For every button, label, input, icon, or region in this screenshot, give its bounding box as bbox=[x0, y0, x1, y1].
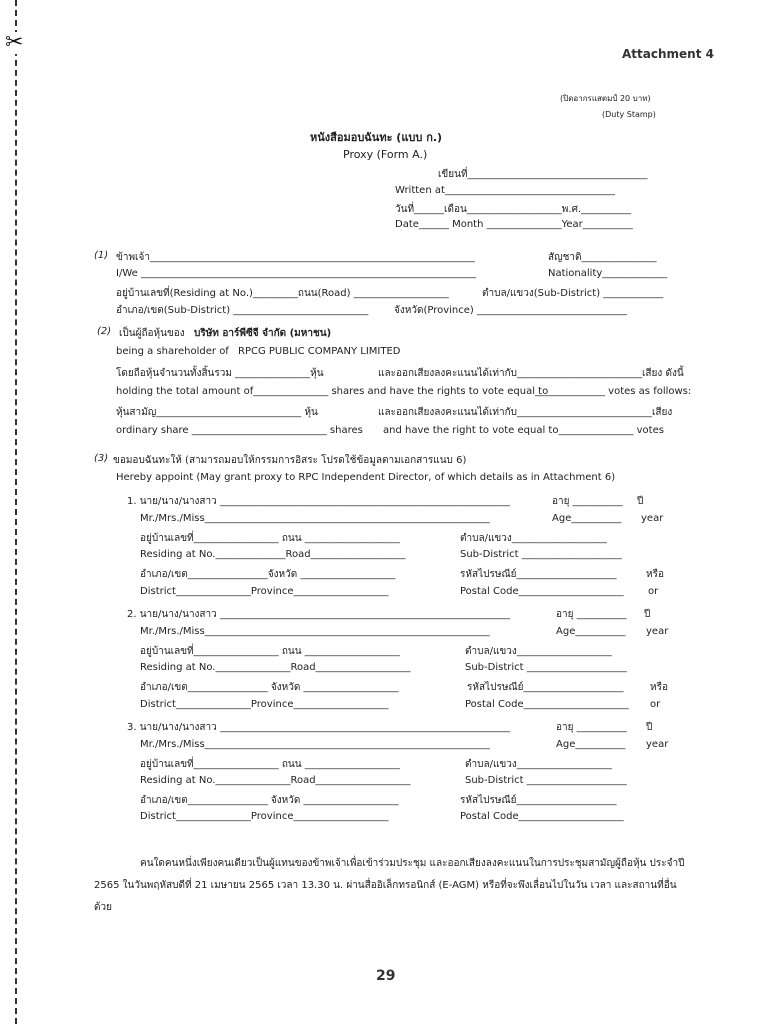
s1-name-en: I/We ___________________________________________________________________ bbox=[116, 268, 476, 279]
date-en: Date______ Month _______________Year__________ bbox=[395, 219, 633, 230]
proxy-2-or-en: or bbox=[650, 699, 661, 710]
s2-company-th: บริษัท อาร์พีซีจี จำกัด (มหาชน) bbox=[194, 328, 332, 339]
proxy-1-age-th: อายุ __________ bbox=[552, 496, 623, 507]
proxy-3-district-th: อำเภอ/เขต________________ จังหวัด ___________________ bbox=[140, 795, 399, 806]
proxy-1-subdistrict-th: ตำบล/แขวง___________________ bbox=[460, 533, 607, 544]
proxy-1-postal-en: Postal Code_____________________ bbox=[460, 586, 624, 597]
proxy-3-years-th: ปี bbox=[646, 722, 653, 733]
s1-province: จังหวัด(Province) ______________________________ bbox=[394, 305, 627, 316]
proxy-2-subdistrict-en: Sub-District ____________________ bbox=[465, 662, 627, 673]
s3-appoint-en: Hereby appoint (May grant proxy to RPC Independent Director, of which details as in Attachment 6) bbox=[116, 472, 616, 483]
closing-paragraph: คนใดคนหนึ่งเพียงคนเดียวเป็นผู้แทนของข้าพเจ้าเพื่อเข้าร่วมประชุม และออกเสียงลงคะแนนในการประชุมสามัญผู้ถือหุ้น ประจำปี 2565 ในวันพฤหัสบดีที่ 21 เมษายน 2565 เวลา 13.30 น. ผ่านสื่ออิเล็กทรอนิกส์ (E-AGM) หรือที่จะพึงเลื่อนไปในวัน เวลา และสถานที่อื่นด้วย bbox=[94, 858, 685, 913]
proxy-3-age-en: Age__________ bbox=[556, 739, 626, 750]
s2-total-shares-en: holding the total amount of_______________ shares and have the rights to vote equal to bbox=[116, 386, 549, 397]
proxy-3-subdistrict-en: Sub-District ____________________ bbox=[465, 775, 627, 786]
duty-stamp-th: (ปิดอากรแสตมป์ 20 บาท) bbox=[560, 94, 651, 103]
s2-ordinary-th: หุ้นสามัญ_____________________________ หุ้น bbox=[116, 407, 318, 418]
proxy-2-or-th: หรือ bbox=[650, 682, 668, 693]
proxy-1-or-th: หรือ bbox=[646, 569, 664, 580]
proxy-2-address-en: Residing at No._______________Road___________________ bbox=[140, 662, 411, 673]
s2-total-shares-th: โดยถือหุ้นจำนวนทั้งสิ้นรวม _______________หุ้น bbox=[116, 368, 324, 379]
scissors-icon: ✂ bbox=[5, 30, 24, 55]
section-1-number: (1) bbox=[94, 250, 109, 261]
proxy-2-district-en: District_______________Province___________________ bbox=[140, 699, 389, 710]
s3-appoint-th: ขอมอบฉันทะให้ (สามารถมอบให้กรรมการอิสระ โปรดใช้ข้อมูลตามเอกสารแนบ 6) bbox=[113, 455, 467, 466]
proxy-1-address-en: Residing at No.______________Road___________________ bbox=[140, 549, 406, 560]
s2-ordinary-votes-th: และออกเสียงลงคะแนนได้เท่ากับ___________________________เสียง bbox=[378, 407, 673, 418]
proxy-2-years-th: ปี bbox=[644, 609, 651, 620]
s1-nationality-en: Nationality_____________ bbox=[548, 268, 668, 279]
proxy-2-subdistrict-th: ตำบล/แขวง___________________ bbox=[465, 646, 612, 657]
proxy-2-name-en: Mr./Mrs./Miss_________________________________________________________ bbox=[140, 626, 490, 637]
page-number: 29 bbox=[376, 968, 396, 984]
s2-ordinary-votes-en: and have the right to vote equal to_______________ votes bbox=[383, 425, 664, 436]
s2-total-votes-th: และออกเสียงลงคะแนนได้เท่ากับ_________________________เสียง ดังนี้ bbox=[378, 368, 684, 379]
proxy-3-address-th: อยู่บ้านเลขที่_________________ ถนน ___________________ bbox=[140, 759, 400, 770]
proxy-3-name-th: 3. นาย/นาง/นางสาว __________________________________________________________ bbox=[127, 722, 510, 733]
proxy-2-age-en: Age__________ bbox=[556, 626, 626, 637]
form-title-th: หนังสือมอบฉันทะ (แบบ ก.) bbox=[310, 131, 443, 144]
form-title-en: Proxy (Form A.) bbox=[343, 148, 428, 161]
date-th: วันที่______เดือน___________________พ.ศ.__________ bbox=[395, 204, 632, 215]
cut-line bbox=[15, 0, 17, 1024]
proxy-2-age-th: อายุ __________ bbox=[556, 609, 627, 620]
proxy-1-postal-th: รหัสไปรษณีย์____________________ bbox=[460, 569, 617, 580]
proxy-2-district-th: อำเภอ/เขต________________ จังหวัด ___________________ bbox=[140, 682, 399, 693]
proxy-1-name-th: 1. นาย/นาง/นางสาว __________________________________________________________ bbox=[127, 496, 510, 507]
section-3-number: (3) bbox=[94, 453, 109, 464]
proxy-1-years-th: ปี bbox=[637, 496, 644, 507]
s1-name-th: ข้าพเจ้า_________________________________________________________________ bbox=[116, 252, 475, 263]
duty-stamp-en: (Duty Stamp) bbox=[602, 110, 656, 119]
proxy-2-postal-en: Postal Code_____________________ bbox=[465, 699, 629, 710]
proxy-1-subdistrict-en: Sub-District ____________________ bbox=[460, 549, 622, 560]
proxy-1-address-th: อยู่บ้านเลขที่_________________ ถนน ___________________ bbox=[140, 533, 400, 544]
s1-address-line: อยู่บ้านเลขที่(Residing at No.)_________ถนน(Road) ___________________ bbox=[116, 288, 449, 299]
written-at-th: เขียนที่____________________________________ bbox=[438, 169, 648, 180]
s1-district: อำเภอ/เขต(Sub-District) ___________________________ bbox=[116, 305, 369, 316]
s2-ordinary-en: ordinary share ___________________________ shares bbox=[116, 425, 363, 436]
proxy-3-name-en: Mr./Mrs./Miss_________________________________________________________ bbox=[140, 739, 490, 750]
s2-shareholder-en: being a shareholder of bbox=[116, 346, 229, 357]
s1-nationality-th: สัญชาติ_______________ bbox=[548, 252, 657, 263]
s2-total-votes-en: ______________ votes as follows: bbox=[535, 386, 692, 397]
written-at-en: Written at__________________________________ bbox=[395, 185, 615, 196]
proxy-1-years-en: year bbox=[641, 513, 664, 524]
proxy-3-age-th: อายุ __________ bbox=[556, 722, 627, 733]
proxy-1-name-en: Mr./Mrs./Miss_________________________________________________________ bbox=[140, 513, 490, 524]
proxy-2-postal-th: รหัสไปรษณีย์____________________ bbox=[467, 682, 624, 693]
proxy-2-name-th: 2. นาย/นาง/นางสาว __________________________________________________________ bbox=[127, 609, 510, 620]
proxy-2-address-th: อยู่บ้านเลขที่_________________ ถนน ___________________ bbox=[140, 646, 400, 657]
proxy-3-subdistrict-th: ตำบล/แขวง___________________ bbox=[465, 759, 612, 770]
proxy-3-postal-en: Postal Code_____________________ bbox=[460, 811, 624, 822]
s2-company-en: RPCG PUBLIC COMPANY LIMITED bbox=[238, 346, 401, 357]
section-2-number: (2) bbox=[97, 326, 112, 337]
proxy-1-district-th: อำเภอ/เขต________________จังหวัด ___________________ bbox=[140, 569, 396, 580]
attachment-label: Attachment 4 bbox=[622, 47, 714, 61]
s2-shareholder-th: เป็นผู้ถือหุ้นของ bbox=[119, 328, 185, 339]
proxy-3-years-en: year bbox=[646, 739, 669, 750]
proxy-3-district-en: District_______________Province___________________ bbox=[140, 811, 389, 822]
proxy-2-years-en: year bbox=[646, 626, 669, 637]
s1-subdistrict: ตำบล/แขวง(Sub-District) ____________ bbox=[482, 288, 664, 299]
proxy-3-postal-th: รหัสไปรษณีย์____________________ bbox=[460, 795, 617, 806]
proxy-1-or-en: or bbox=[648, 586, 659, 597]
proxy-1-age-en: Age__________ bbox=[552, 513, 622, 524]
proxy-3-address-en: Residing at No._______________Road___________________ bbox=[140, 775, 411, 786]
proxy-1-district-en: District_______________Province___________________ bbox=[140, 586, 389, 597]
